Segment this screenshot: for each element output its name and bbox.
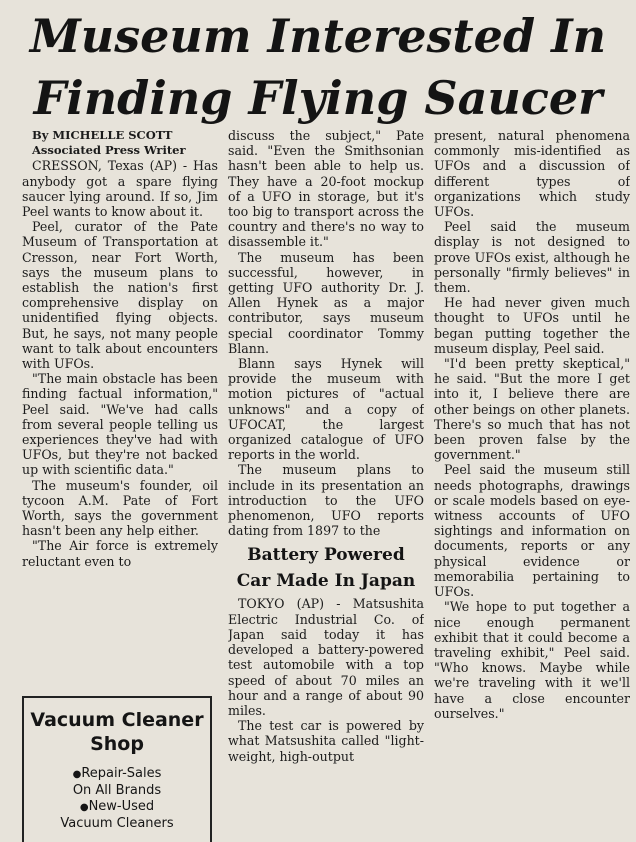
ad-line-3: [24, 799, 210, 816]
article-paragraph: Peel said the museum still needs photographs, drawings or scale models based on eye-witness accounts of UFO sightings and information on documents, reports or any physical evidence or memorabilia pertaining to UFOs.: [434, 462, 630, 600]
headline-line-2: Finding Flying Saucer: [33, 71, 603, 125]
battery-headline-line-2: Car Made In Japan: [236, 571, 416, 592]
article-paragraph: "We hope to put together a nice enough permanent exhibit that it could become a traveling exhibit," Peel said. "Who knows. Maybe while we're traveling with it we'll have a close encounter ourselves.": [434, 599, 630, 721]
article-paragraph: He had never given much thought to UFOs until he began putting together the museum display, Peel said.: [434, 295, 630, 356]
article-paragraph: "The main obstacle has been finding factual information," Peel said. "We've had calls from several people telling us experiences they've had with UFOs, but they're not backed up with scientific data.": [22, 371, 218, 478]
article-paragraph: Peel said the museum display is not designed to prove UFOs exist, although he personally "firmly believes" in them.: [434, 219, 630, 296]
bullet-icon: ●: [72, 769, 82, 780]
article-paragraph: "I'd been pretty skeptical," he said. "But the more I get into it, I believe there are other beings on other planets. There's so much that has not been proven false by the government.": [434, 356, 630, 463]
article-column-3: [434, 128, 630, 842]
battery-headline-line-1: Battery Powered: [247, 545, 405, 566]
article-paragraph: The museum's founder, oil tycoon A.M. Pate of Fort Worth, says the government hasn't been any help either.: [22, 477, 218, 539]
article-column-1: [22, 128, 218, 688]
article-paragraph: The museum plans to include in its presentation an introduction to the UFO phenomenon, UFO reports dating from 1897 to the: [228, 462, 424, 539]
battery-paragraph: TOKYO (AP) - Matsushita Electric Industrial Co. of Japan said today it has developed a battery-powered test automobile with a top speed of about 70 miles an hour and a range of about 90 miles.: [228, 596, 424, 718]
ad-line-4: Vacuum Cleaners: [60, 816, 174, 831]
ad-line-1: [24, 766, 210, 783]
article-paragraph: The museum has been successful, however, in getting UFO authority Dr. J. Allen Hynek as a major contributor, says museum special coordinator Tommy Blann.: [228, 249, 424, 356]
ad-text: New-Used: [88, 799, 155, 814]
ad-line-2: On All Brands: [72, 783, 162, 798]
headline-line-1: Museum Interested In: [29, 9, 607, 63]
article-paragraph: Peel, curator of the Pate Museum of Transportation at Cresson, near Fort Worth, says the museum plans to establish the nation's first comprehensive display on unidentified flying objects. But, he says, not many people want to talk about encounters with UFOs.: [22, 219, 218, 372]
vacuum-shop-ad: [22, 696, 212, 842]
bullet-icon: ●: [79, 802, 89, 813]
article-paragraph: Blann says Hynek will provide the museum with motion pictures of "actual unknows" and a copy of UFOCAT, the largest organized catalogue of UFO reports in the world.: [228, 356, 424, 463]
ad-title-line-2: Shop: [90, 733, 144, 755]
byline-role: Associated Press Writer: [32, 143, 186, 158]
article-paragraph: discuss the subject," Pate said. "Even the Smithsonian hasn't been able to help us. They have a 20-foot mockup of a UFO in storage, but it's too big to transport across the country and there's no way to disassemble it.": [228, 128, 424, 250]
article-column-2: [228, 128, 424, 842]
byline-author: By MICHELLE SCOTT: [32, 128, 173, 142]
article-paragraph: "The Air force is extremely reluctant even to: [22, 538, 218, 569]
battery-paragraph: The test car is powered by what Matsushita called "light-weight, high-output: [228, 718, 424, 764]
article-paragraph: present, natural phenomena commonly mis-identified as UFOs and a discussion of different types of organizations which study UFOs.: [434, 128, 630, 220]
article-paragraph: CRESSON, Texas (AP) - Has anybody got a spare flying saucer lying around. If so, Jim Peel wants to know about it.: [22, 158, 218, 220]
ad-text: Repair-Sales: [81, 766, 162, 781]
ad-title-line-1: Vacuum Cleaner: [30, 709, 204, 731]
